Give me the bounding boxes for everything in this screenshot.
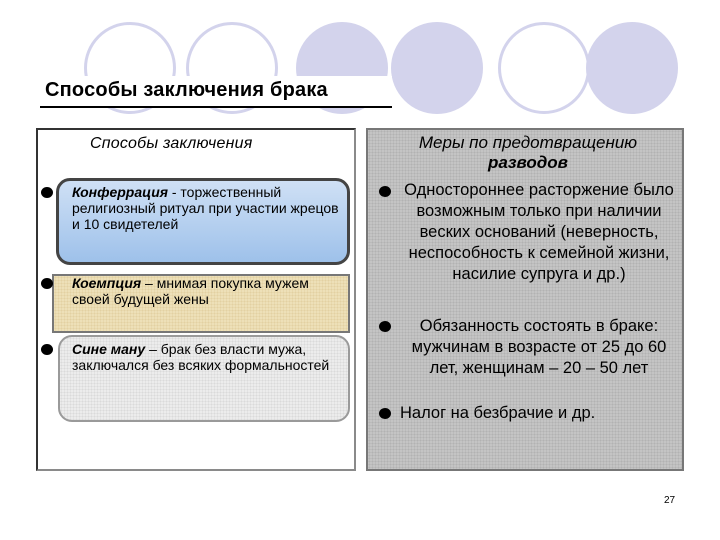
bullet-icon — [379, 321, 391, 332]
decor-circle-5 — [498, 22, 590, 114]
left-column-heading: Способы заключения — [90, 135, 253, 152]
left-item-3 — [72, 341, 332, 373]
left-item-2 — [72, 275, 340, 307]
bullet-icon — [379, 186, 391, 197]
decor-circle-6 — [586, 22, 678, 114]
right-heading-line1: Меры по предотвращению — [418, 133, 638, 152]
bullet-icon — [41, 344, 53, 355]
right-item-3: Налог на безбрачие и др. — [400, 404, 596, 422]
left-item-3-text: – брак без власти мужа, заключался без всяких формальностей — [72, 341, 330, 373]
slide-title: Способы заключения брака — [45, 79, 328, 101]
bullet-icon — [379, 408, 391, 419]
right-column-heading — [378, 133, 678, 173]
left-item-2-text: – мнимая покупка мужем своей будущей жены — [72, 275, 309, 307]
left-item-1-text: - торжественный религиозный ритуал при участии жрецов и 10 свидетелей — [72, 184, 339, 232]
right-item-1: Одностороннее расторжение было возможным только при наличии веских оснований (неверность, неспособность к семейной жизни, насилие супруга и др.) — [404, 181, 674, 283]
page-number: 27 — [664, 495, 676, 506]
bullet-icon — [41, 187, 53, 198]
left-item-2-term: Коемпция — [72, 275, 142, 291]
left-item-1-term: Конферрация — [72, 184, 168, 200]
left-item-3-term: Сине ману — [72, 341, 146, 357]
bullet-icon — [41, 278, 53, 289]
right-heading-line2: разводов — [488, 153, 568, 172]
left-item-1 — [72, 184, 348, 232]
decor-circle-4 — [391, 22, 483, 114]
right-item-2: Обязанность состоять в браке: мужчинам в возрасте от 25 до 60 лет, женщинам – 20 – 50 лет — [411, 317, 667, 377]
